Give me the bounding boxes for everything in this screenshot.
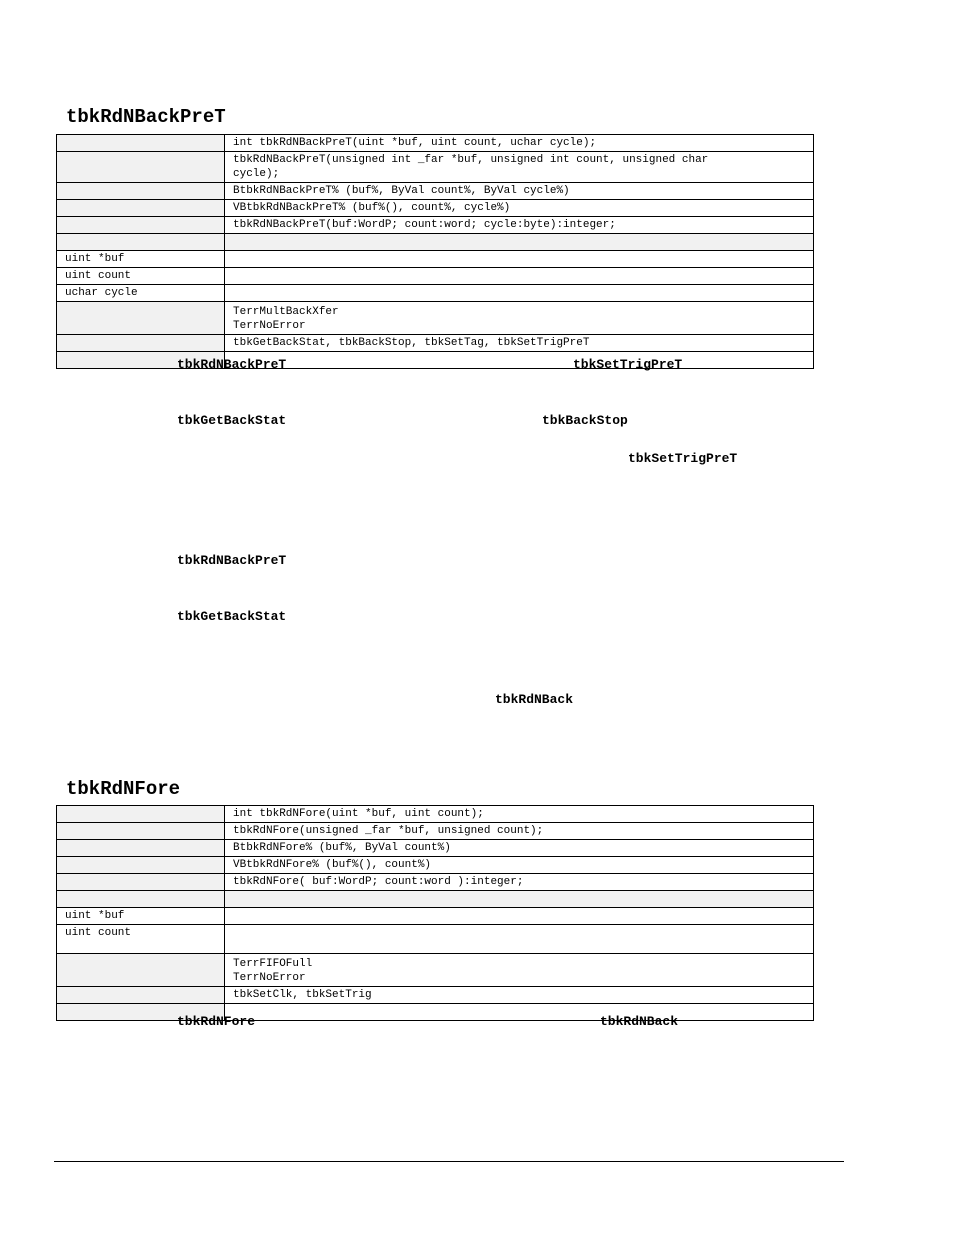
see-also: tbkGetBackStat, tbkBackStop, tbkSetTag, tbkSetTrigPreT	[225, 335, 814, 352]
table-row	[57, 152, 814, 183]
table-row	[57, 302, 814, 335]
param-name: uint *buf	[57, 251, 225, 268]
param-name: uchar cycle	[57, 285, 225, 302]
row-label	[57, 891, 225, 908]
program-references	[225, 352, 814, 369]
param-name: uint *buf	[57, 908, 225, 925]
syntax-qc: tbkRdNFore(unsigned _far *buf, unsigned count);	[225, 823, 814, 840]
inline-function-ref: tbkRdNBackPreT	[177, 357, 287, 372]
row-label	[57, 234, 225, 251]
row-label	[57, 857, 225, 874]
table-row	[57, 285, 814, 302]
param-name: uint count	[57, 925, 225, 954]
inline-function-ref: tbkBackStop	[542, 413, 628, 428]
syntax-vb: VBtbkRdNFore% (buf%(), count%)	[225, 857, 814, 874]
table-row	[57, 183, 814, 200]
param-desc	[225, 285, 814, 302]
function-reference-table	[56, 805, 814, 1021]
table-row	[57, 217, 814, 234]
table-row	[57, 251, 814, 268]
row-label	[57, 335, 225, 352]
row-label	[57, 874, 225, 891]
table-row	[57, 352, 814, 369]
see-also: tbkSetClk, tbkSetTrig	[225, 987, 814, 1004]
table-row	[57, 840, 814, 857]
inline-function-ref: tbkSetTrigPreT	[628, 451, 738, 466]
table-row	[57, 234, 814, 251]
param-desc	[225, 925, 814, 954]
row-label	[57, 302, 225, 335]
row-label	[57, 135, 225, 152]
inline-function-ref: tbkGetBackStat	[177, 609, 287, 624]
syntax-qc: tbkRdNBackPreT(unsigned int _far *buf, unsigned int count, unsigned char cycle);	[225, 152, 814, 183]
inline-function-ref: tbkRdNBack	[600, 1014, 679, 1029]
table-row	[57, 200, 814, 217]
parameters-header	[225, 234, 814, 251]
table-row	[57, 268, 814, 285]
syntax-pascal: tbkRdNFore( buf:WordP; count:word ):integer;	[225, 874, 814, 891]
table-row	[57, 908, 814, 925]
table-row	[57, 806, 814, 823]
row-label	[57, 987, 225, 1004]
row-label	[57, 806, 225, 823]
parameters-header	[225, 891, 814, 908]
row-label	[57, 183, 225, 200]
program-references	[225, 1004, 814, 1021]
table-row	[57, 891, 814, 908]
syntax-pascal: tbkRdNBackPreT(buf:WordP; count:word; cycle:byte):integer;	[225, 217, 814, 234]
inline-function-ref: tbkGetBackStat	[177, 413, 287, 428]
param-desc	[225, 908, 814, 925]
table-row	[57, 135, 814, 152]
table-row	[57, 874, 814, 891]
param-name: uint count	[57, 268, 225, 285]
section-title: tbkRdNFore	[66, 778, 181, 800]
table-row	[57, 823, 814, 840]
syntax-vb: VBtbkRdNBackPreT% (buf%(), count%, cycle%)	[225, 200, 814, 217]
param-desc	[225, 268, 814, 285]
param-desc	[225, 251, 814, 268]
row-label	[57, 217, 225, 234]
table-row	[57, 954, 814, 987]
inline-function-ref: tbkRdNBack	[495, 692, 574, 707]
syntax-c: int tbkRdNFore(uint *buf, uint count);	[225, 806, 814, 823]
row-label	[57, 200, 225, 217]
returns: TerrFIFOFull TerrNoError	[225, 954, 814, 987]
inline-function-ref: tbkSetTrigPreT	[573, 357, 683, 372]
section-title: tbkRdNBackPreT	[66, 106, 226, 128]
table-row	[57, 925, 814, 954]
footer-divider	[54, 1161, 844, 1162]
row-label	[57, 823, 225, 840]
syntax-basic: BtbkRdNBackPreT% (buf%, ByVal count%, ByVal cycle%)	[225, 183, 814, 200]
syntax-c: int tbkRdNBackPreT(uint *buf, uint count, uchar cycle);	[225, 135, 814, 152]
syntax-basic: BtbkRdNFore% (buf%, ByVal count%)	[225, 840, 814, 857]
table-row	[57, 857, 814, 874]
row-label	[57, 840, 225, 857]
table-row	[57, 987, 814, 1004]
inline-function-ref: tbkRdNFore	[177, 1014, 256, 1029]
table-row	[57, 335, 814, 352]
table-row	[57, 1004, 814, 1021]
returns: TerrMultBackXfer TerrNoError	[225, 302, 814, 335]
inline-function-ref: tbkRdNBackPreT	[177, 553, 287, 568]
function-reference-table	[56, 134, 814, 369]
row-label	[57, 152, 225, 183]
row-label	[57, 954, 225, 987]
